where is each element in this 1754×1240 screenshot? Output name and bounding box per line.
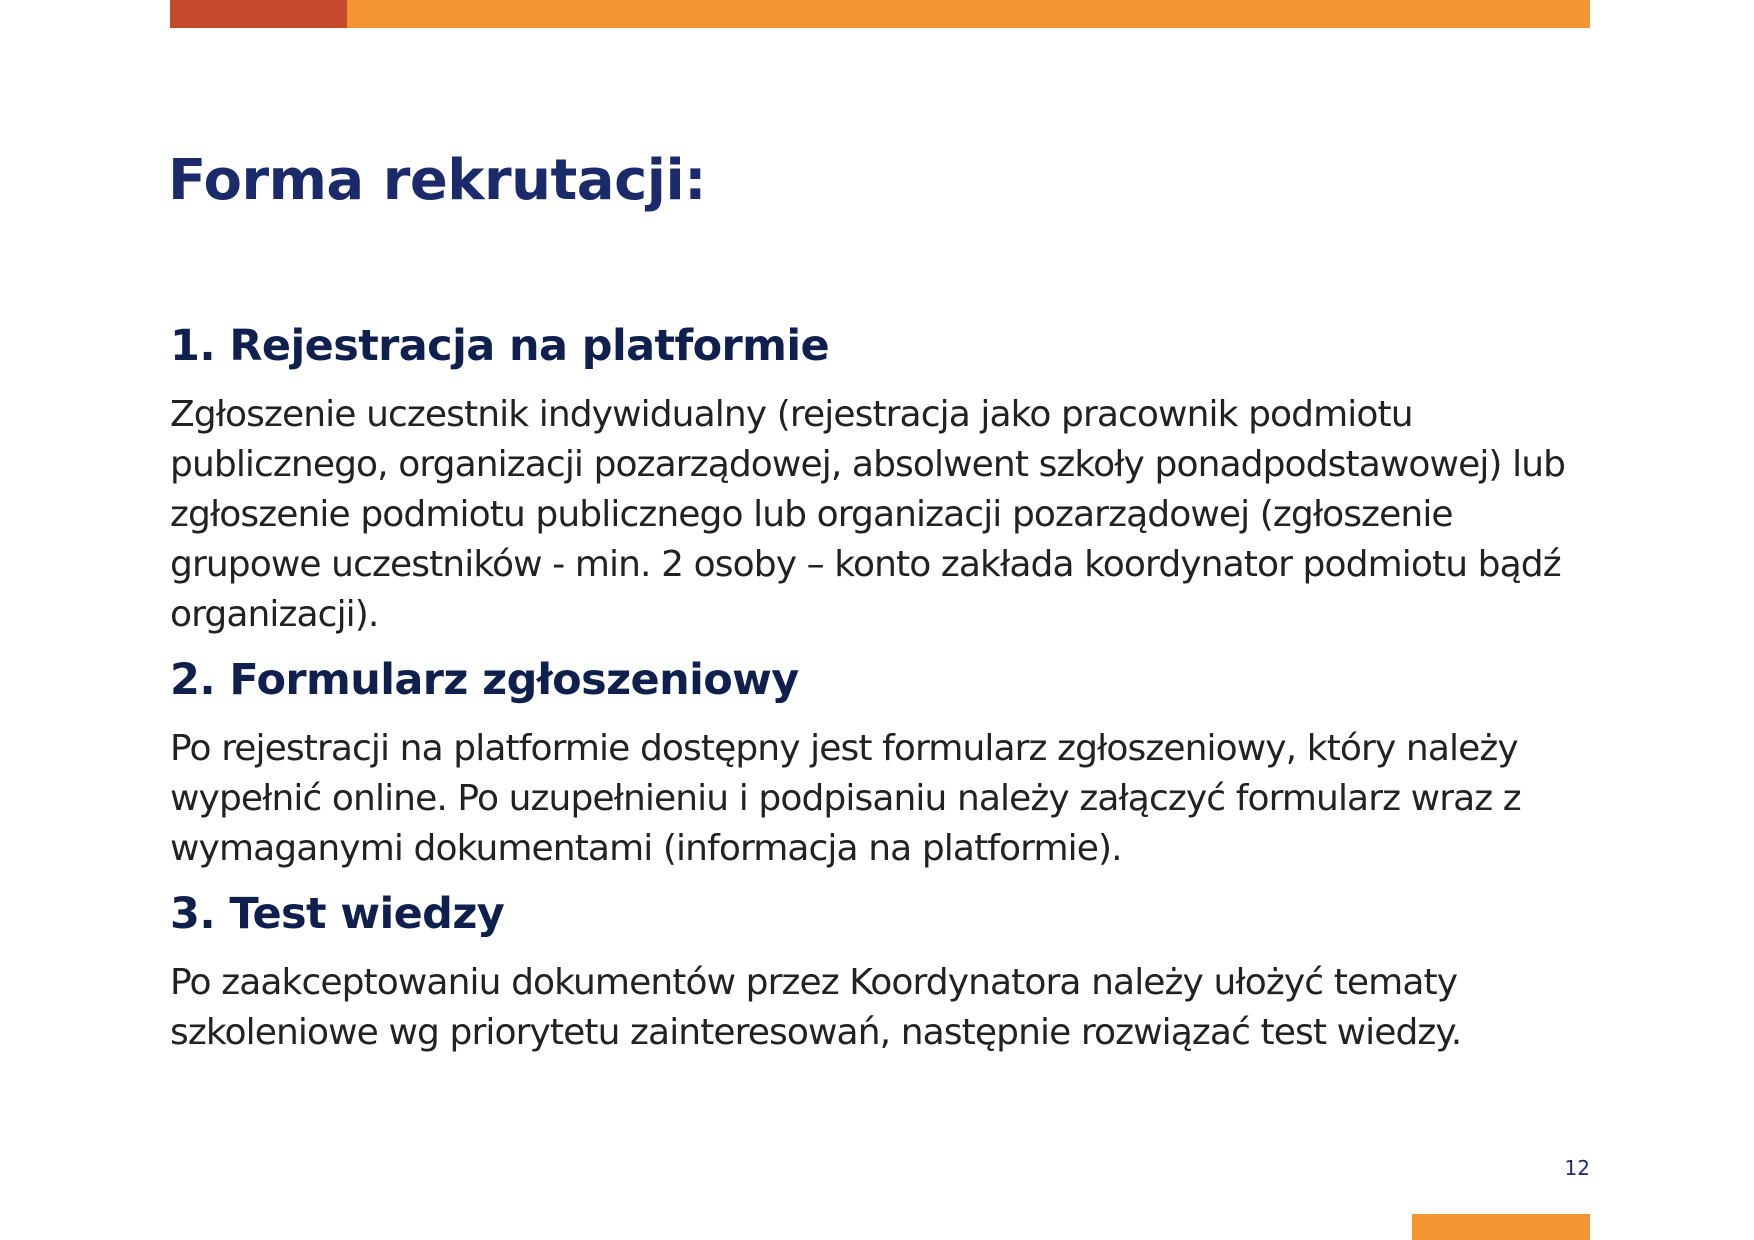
top-accent-bar	[170, 0, 1590, 28]
page-title: Forma rekrutacji:	[168, 148, 707, 213]
section-registration	[170, 316, 1600, 640]
section-text: Zgłoszenie uczestnik indywidualny (rejestracja jako pracownik podmiotu publicznego, organizacji pozarządowej, absolwent szkoły ponadpodstawowej) lub zgłoszenie podmiotu publicznego lub organizacji pozarządowej (zgłoszenie grupowe uczestników - min. 2 osoby – konto zakłada koordynator podmiotu bądź organizacji).	[170, 394, 1566, 635]
section-heading: 2. Formularz zgłoszeniowy	[170, 655, 799, 705]
section-application-form	[170, 650, 1600, 874]
page-number: 12	[1564, 1156, 1590, 1180]
bottom-accent-bar	[1412, 1214, 1590, 1240]
section-heading: 3. Test wiedzy	[170, 889, 505, 939]
section-heading: 1. Rejestracja na platformie	[170, 321, 830, 371]
section-text: Po rejestracji na platformie dostępny jest formularz zgłoszeniowy, który należy wypełnić online. Po uzupełnieniu i podpisaniu należy załączyć formularz wraz z wymaganymi dokumentami (informacja na platformie).	[170, 728, 1521, 869]
top-accent-bar-dark-segment	[170, 0, 347, 28]
content-area	[170, 316, 1600, 1068]
section-text: Po zaakceptowaniu dokumentów przez Koordynatora należy ułożyć tematy szkoleniowe wg priorytetu zainteresowań, następnie rozwiązać test wiedzy.	[170, 962, 1462, 1053]
top-accent-bar-orange-segment	[347, 0, 1590, 28]
section-knowledge-test	[170, 884, 1600, 1058]
